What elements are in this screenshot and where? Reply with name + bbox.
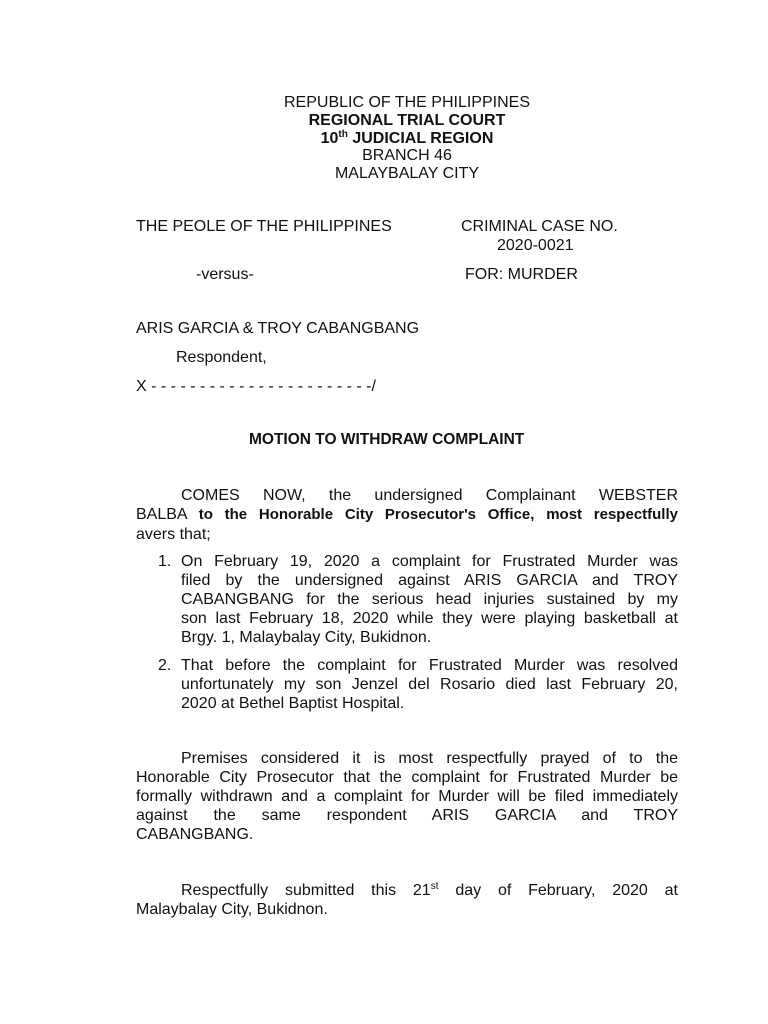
day-suffix: st: [430, 881, 439, 892]
intro-line-2: [136, 505, 678, 524]
addressee: to the Honorable City Prosecutor's Office: [198, 506, 531, 523]
item-line: son last February 18, 2020 while they were playing basketball at: [181, 610, 678, 627]
header-branch: BRANCH 46: [362, 147, 452, 164]
item-line: That before the complaint for Frustrated Murder was resolved: [181, 657, 678, 674]
region-number: 10: [320, 130, 339, 147]
plaintiff: THE PEOLE OF THE PHILIPPINES: [136, 218, 392, 235]
caption-separator: X - - - - - - - - - - - - - - - - - - - - - - -/: [136, 378, 376, 395]
region-suffix: th: [338, 129, 348, 140]
item-line: unfortunately my son Jenzel del Rosario died last February 20,: [181, 676, 678, 693]
complainant-surname: BALBA: [136, 506, 187, 523]
item-line: Brgy. 1, Malaybalay City, Bukidnon.: [181, 629, 432, 646]
case-label: CRIMINAL CASE NO.: [461, 218, 618, 235]
intro-line-2-end: , most respectfully: [530, 506, 678, 523]
submitted-pre: Respectfully submitted this 21: [181, 882, 431, 899]
intro-line-3: avers that;: [136, 526, 211, 543]
premises-line: CABANGBANG.: [136, 826, 254, 843]
header-republic: REPUBLIC OF THE PHILIPPINES: [284, 94, 530, 111]
header-court: REGIONAL TRIAL COURT: [308, 112, 506, 129]
case-number: 2020-0021: [497, 237, 574, 254]
item-line: 2020 at Bethel Baptist Hospital.: [181, 695, 405, 712]
intro-line-1: COMES NOW, the undersigned Complainant WEBSTER: [181, 487, 678, 504]
accused: ARIS GARCIA & TROY CABANGBANG: [136, 320, 420, 337]
item-number: 1.: [158, 553, 172, 570]
premises-line: formally withdrawn and a complaint for Murder will be filed immediately: [136, 788, 678, 805]
respondent-label: Respondent,: [176, 349, 267, 366]
offense: FOR: MURDER: [465, 266, 578, 283]
region-text: JUDICIAL REGION: [347, 130, 494, 147]
item-number: 2.: [158, 657, 172, 674]
submitted-line-1: [181, 881, 678, 900]
header-city: MALAYBALAY CITY: [334, 165, 480, 182]
premises-line: against the same respondent ARIS GARCIA and TROY: [136, 807, 678, 824]
submitted-post: day of February, 2020 at: [438, 882, 678, 899]
motion-title: MOTION TO WITHDRAW COMPLAINT: [249, 431, 525, 448]
item-line: filed by the undersigned against ARIS GARCIA and TROY: [181, 572, 678, 589]
item-line: CABANGBANG for the serious head injuries sustained by my: [181, 591, 678, 608]
submitted-line-2: Malaybalay City, Bukidnon.: [136, 901, 328, 918]
versus: -versus-: [196, 266, 254, 283]
premises-line: Premises considered it is most respectfully prayed of to the: [181, 750, 678, 767]
premises-line: Honorable City Prosecutor that the complaint for Frustrated Murder be: [136, 769, 678, 786]
item-line: On February 19, 2020 a complaint for Frustrated Murder was: [181, 553, 678, 570]
header-region: [0, 130, 768, 148]
